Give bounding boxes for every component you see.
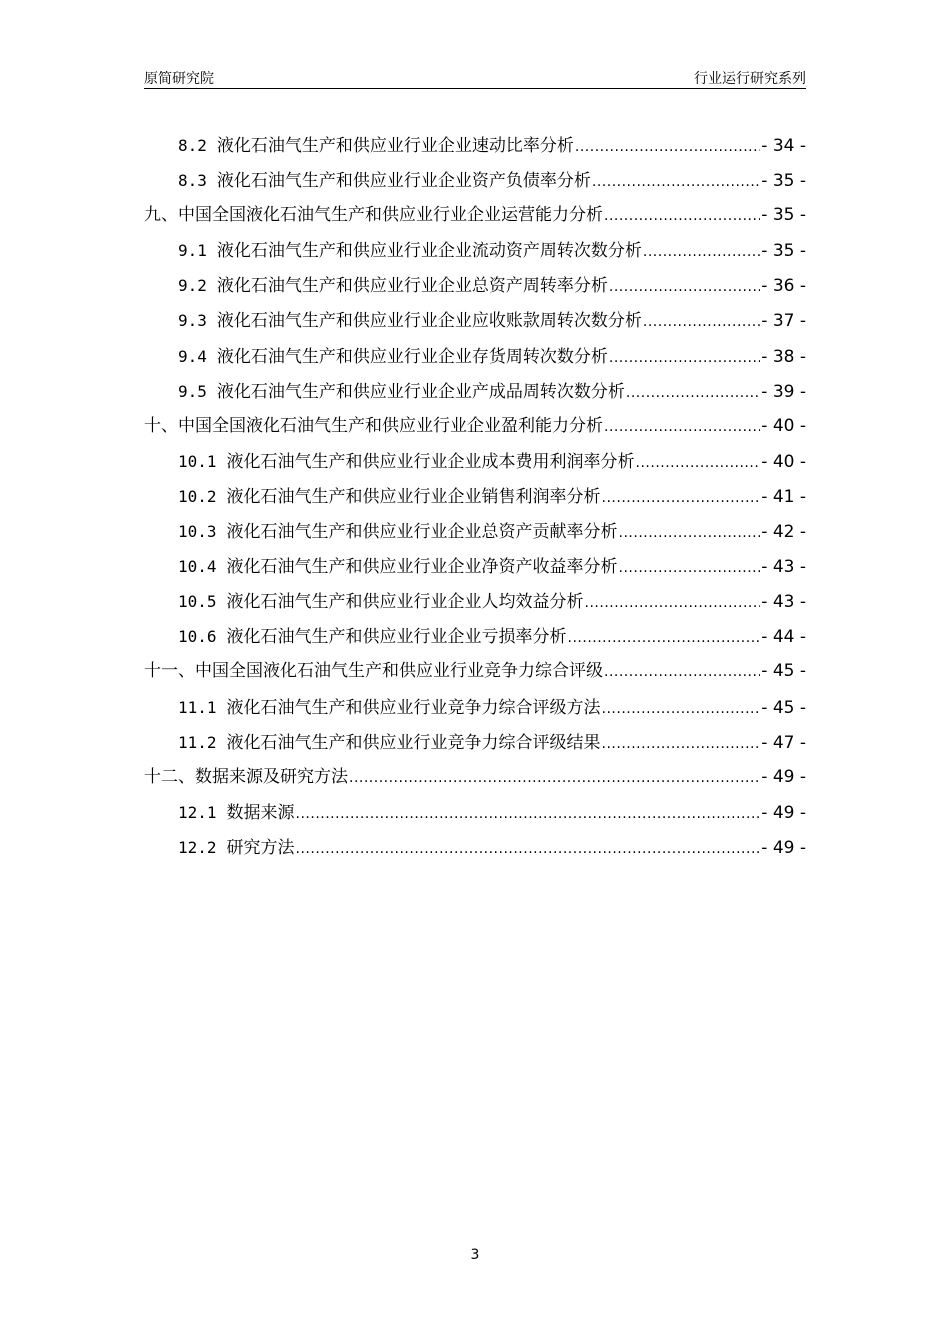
toc-entry-title: 液化石油气生产和供应业行业企业速动比率分析 [216, 136, 574, 156]
header-series-name: 行业运行研究系列 [694, 71, 806, 87]
toc-entry[interactable] [144, 549, 806, 584]
toc-entry-number: 10.1 [178, 451, 217, 471]
toc-entry-title: 液化石油气生产和供应业行业企业亏损率分析 [226, 627, 567, 648]
toc-entry-page: - 35 - [761, 171, 806, 192]
toc-entry-title: 十二、数据来源及研究方法 [144, 766, 348, 787]
toc-entry-page: - 35 - [761, 241, 806, 262]
toc-entry[interactable] [144, 268, 806, 303]
toc-entry[interactable] [144, 760, 806, 795]
toc-dot-leader [592, 164, 760, 200]
toc-entry-page: - 45 - [761, 697, 806, 718]
toc-entry-page: - 49 - [761, 837, 806, 858]
toc-dot-leader [575, 129, 760, 165]
toc-entry-number: 9.2 [178, 276, 207, 296]
toc-entry-number: 10.3 [178, 522, 217, 542]
toc-entry-number: 11.1 [178, 697, 217, 717]
toc-dot-leader [296, 831, 761, 867]
toc-entry-number: 9.4 [178, 346, 207, 366]
toc-entry[interactable] [144, 409, 806, 444]
toc-dot-leader [585, 585, 761, 621]
toc-entry[interactable] [144, 339, 806, 374]
toc-entry-title: 九、中国全国液化石油气生产和供应业行业企业运营能力分析 [144, 205, 603, 226]
page-header [144, 68, 806, 89]
toc-dot-leader [619, 550, 761, 586]
toc-entry-title: 液化石油气生产和供应业行业企业流动资产周转次数分析 [216, 241, 642, 262]
toc-entry-number: 10.4 [178, 557, 217, 577]
toc-dot-leader [643, 304, 760, 340]
toc-entry-number: 8.3 [178, 171, 207, 191]
toc-entry-title: 研究方法 [226, 837, 295, 858]
toc-dot-leader [609, 340, 760, 376]
toc-entry[interactable] [144, 725, 806, 760]
toc-entry-title: 液化石油气生产和供应业行业企业总资产周转率分析 [216, 276, 608, 297]
toc-entry-page: - 43 - [761, 557, 806, 578]
toc-dot-leader [602, 691, 761, 727]
toc-entry-page: - 37 - [761, 311, 806, 332]
toc-entry-number: 10.6 [178, 627, 217, 647]
toc-entry-title: 液化石油气生产和供应业行业企业存货周转次数分析 [216, 346, 608, 367]
toc-entry[interactable] [144, 514, 806, 549]
toc-entry-number: 9.1 [178, 241, 207, 261]
toc-entry[interactable] [144, 654, 806, 689]
toc-dot-leader [619, 515, 761, 551]
toc-entry-title: 液化石油气生产和供应业行业企业成本费用利润率分析 [226, 451, 635, 472]
toc-entry-page: - 49 - [761, 802, 806, 823]
toc-entry-page: - 40 - [761, 451, 806, 472]
toc-entry-title: 液化石油气生产和供应业行业竞争力综合评级方法 [226, 697, 601, 718]
toc-entry[interactable] [144, 128, 806, 163]
toc-dot-leader [349, 760, 760, 796]
header-org-name: 原简研究院 [144, 71, 214, 87]
toc-entry-title: 液化石油气生产和供应业行业企业产成品周转次数分析 [216, 381, 625, 402]
toc-dot-leader [604, 198, 760, 234]
toc-entry[interactable] [144, 584, 806, 619]
toc-dot-leader [604, 409, 760, 445]
toc-dot-leader [568, 620, 761, 656]
toc-entry-page: - 47 - [761, 732, 806, 753]
toc-dot-leader [609, 269, 760, 305]
toc-entry-page: - 39 - [761, 381, 806, 402]
toc-entry[interactable] [144, 830, 806, 865]
toc-entry[interactable] [144, 795, 806, 830]
toc-entry[interactable] [144, 198, 806, 233]
table-of-contents [144, 128, 806, 865]
toc-entry-page: - 38 - [761, 346, 806, 367]
toc-entry-number: 12.1 [178, 802, 217, 822]
toc-dot-leader [604, 654, 760, 690]
toc-entry-page: - 34 - [761, 136, 806, 156]
toc-entry-page: - 41 - [761, 486, 806, 507]
toc-entry-number: 9.3 [178, 311, 207, 331]
toc-entry[interactable] [144, 619, 806, 654]
toc-dot-leader [602, 726, 761, 762]
toc-entry-title: 液化石油气生产和供应业行业企业人均效益分析 [226, 592, 584, 613]
toc-entry-page: - 40 - [761, 415, 806, 436]
toc-entry-number: 11.2 [178, 732, 217, 752]
toc-entry-title: 液化石油气生产和供应业行业企业净资产收益率分析 [226, 557, 618, 578]
toc-entry[interactable] [144, 303, 806, 338]
toc-entry-title: 液化石油气生产和供应业行业企业应收账款周转次数分析 [216, 311, 642, 332]
toc-entry-title: 液化石油气生产和供应业行业企业销售利润率分析 [226, 486, 601, 507]
toc-entry-page: - 43 - [761, 592, 806, 613]
toc-entry[interactable] [144, 233, 806, 268]
toc-entry-page: - 45 - [761, 661, 806, 682]
toc-entry-number: 10.5 [178, 592, 217, 612]
toc-entry-title: 液化石油气生产和供应业行业企业资产负债率分析 [216, 171, 591, 192]
toc-dot-leader [626, 375, 760, 411]
toc-dot-leader [643, 234, 760, 270]
toc-entry-page: - 35 - [761, 205, 806, 226]
toc-entry-number: 12.2 [178, 837, 217, 857]
toc-entry-title: 数据来源 [226, 802, 295, 823]
toc-entry-title: 液化石油气生产和供应业行业企业总资产贡献率分析 [226, 522, 618, 543]
toc-entry[interactable] [144, 690, 806, 725]
toc-dot-leader [602, 480, 761, 516]
toc-entry-page: - 42 - [761, 522, 806, 543]
toc-entry-number: 8.2 [178, 136, 207, 155]
toc-entry-page: - 36 - [761, 276, 806, 297]
toc-entry-title: 十、中国全国液化石油气生产和供应业行业企业盈利能力分析 [144, 415, 603, 436]
toc-entry-page: - 44 - [761, 627, 806, 648]
toc-entry[interactable] [144, 374, 806, 409]
page-number: 3 [470, 1247, 480, 1263]
toc-entry[interactable] [144, 444, 806, 479]
toc-entry[interactable] [144, 163, 806, 198]
toc-dot-leader [636, 445, 761, 481]
toc-entry-page: - 49 - [761, 766, 806, 787]
toc-entry-title: 液化石油气生产和供应业行业竞争力综合评级结果 [226, 732, 601, 753]
toc-entry-number: 10.2 [178, 486, 217, 506]
toc-entry-number: 9.5 [178, 381, 207, 401]
toc-dot-leader [296, 796, 761, 832]
toc-entry[interactable] [144, 479, 806, 514]
toc-entry-title: 十一、中国全国液化石油气生产和供应业行业竞争力综合评级 [144, 661, 603, 682]
